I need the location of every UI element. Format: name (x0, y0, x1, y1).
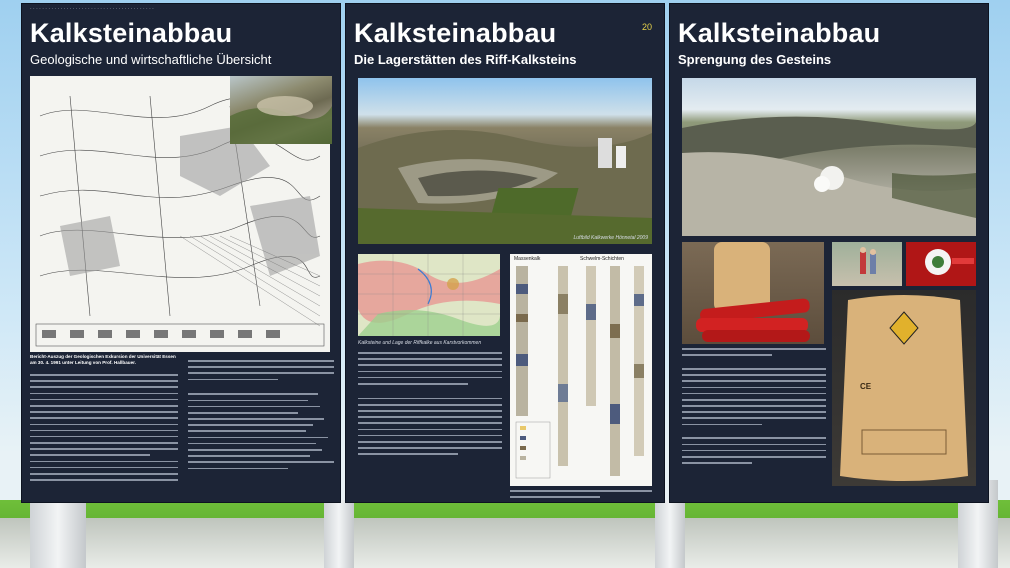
detonator-photo (906, 242, 976, 286)
panel-title: Kalksteinabbau (678, 18, 881, 48)
post-mid-right (655, 500, 685, 568)
panel-subtitle: Sprengung des Gesteins (678, 52, 832, 67)
quarry-blast-photo (682, 78, 976, 236)
stratigraphic-profile (510, 254, 652, 486)
post-left (30, 495, 86, 568)
left-column-text-lines (358, 352, 502, 460)
photo-caption: Luftbild Kalkwerke Hönnetal 2009 (573, 235, 648, 241)
profile-header-right: Schwelm-Schichten (580, 256, 624, 262)
deposit-map (358, 254, 500, 336)
right-column-text-lines (188, 360, 334, 474)
map-caption: Kalksteine und Lage der Riffkalke aus Karstvorkommen (358, 340, 482, 346)
info-panel-geology (22, 4, 340, 502)
intro-heading: Bericht-Auszug der Geologischen Exkursion der Universität Essen am 30. 4. 1991 unter Leitung von Prof. Hallbauer. (30, 354, 176, 366)
explosive-bag-photo (832, 290, 976, 486)
profile-header-left: Massenkalk (514, 256, 541, 262)
pavement (0, 518, 1010, 568)
panel-title: Kalksteinabbau (30, 18, 233, 48)
page-number: 20 (641, 22, 652, 32)
post-mid-left (324, 500, 354, 568)
panel-subtitle: Geologische und wirtschaftliche Übersicht (30, 52, 272, 67)
intro-text-lines (30, 374, 178, 485)
aerial-quarry-photo-small (230, 76, 332, 144)
panel-subtitle: Die Lagerstätten des Riff-Kalksteins (354, 52, 577, 67)
info-panel-blasting (670, 4, 988, 502)
profile-text-lines (510, 490, 652, 502)
panel-top-strip: · · · · · · · · · · · · · · · · · · · · · · · · · · · · · · · · · · · · · · · · · (30, 6, 154, 12)
blasting-text-lines (682, 348, 826, 468)
aerial-quarry-photo (358, 78, 652, 244)
info-panel-deposits (346, 4, 664, 502)
bag-label: CE (860, 382, 872, 391)
workers-photo (832, 242, 902, 286)
dynamite-sticks-photo (682, 242, 824, 344)
panel-title: Kalksteinabbau (354, 18, 557, 48)
